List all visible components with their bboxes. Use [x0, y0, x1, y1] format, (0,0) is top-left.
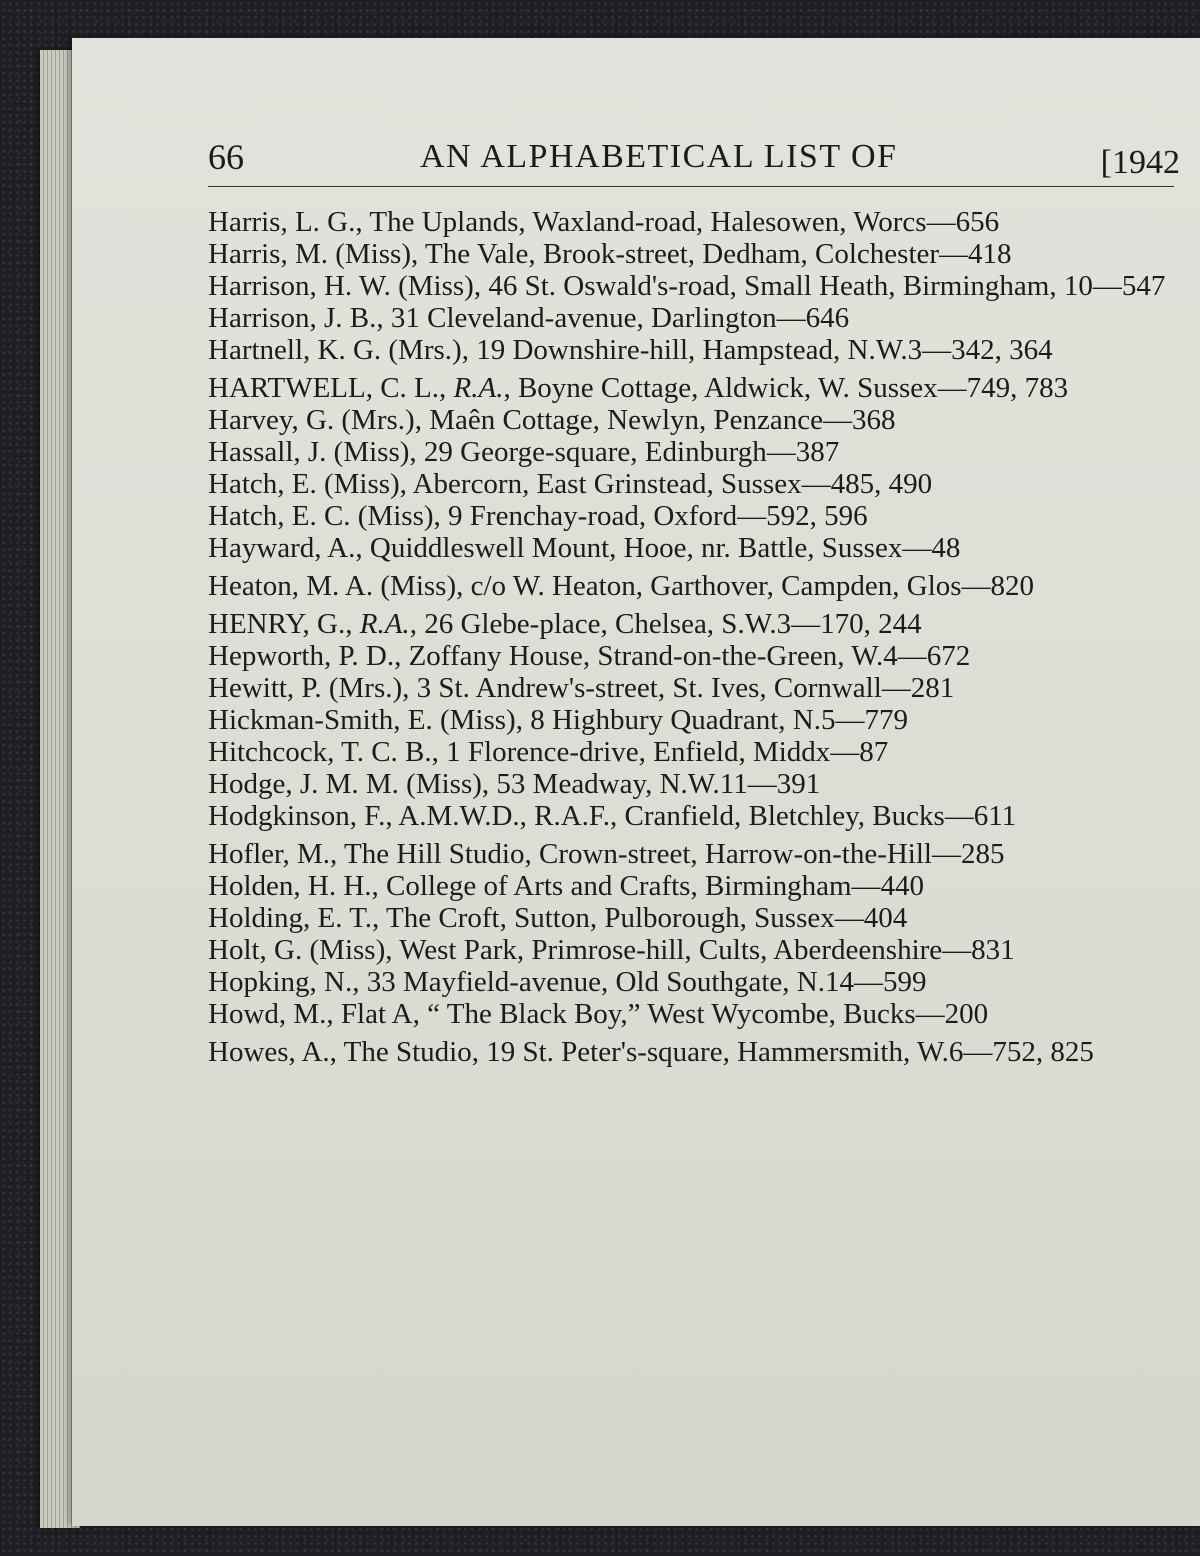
header-rule: [208, 186, 1174, 187]
entry-address: The Vale, Brook-street, Dedham, Colchester—418: [424, 238, 1012, 270]
entry-address: 46 St. Oswald's-road, Small Heath, Birmingham, 10—547: [488, 270, 1166, 302]
entry-name: Hewitt, P. (Mrs.),: [208, 672, 410, 704]
entry-name: Howd, M.,: [208, 998, 334, 1030]
entry-name: Hodgkinson, F.,: [208, 800, 393, 832]
entry-address: Zoffany House, Strand-on-the-Green, W.4—672: [408, 640, 971, 672]
list-item: [208, 436, 1174, 468]
entry-address: 9 Frenchay-road, Oxford—592, 596: [448, 500, 868, 532]
entry-honour: R.A.: [359, 608, 410, 640]
entry-name: HENRY, G.,: [208, 608, 353, 640]
list-item: [208, 608, 1174, 640]
page-title: AN ALPHABETICAL LIST OF: [420, 138, 898, 175]
list-item: [208, 704, 1174, 736]
list-item: [208, 334, 1174, 366]
entry-name: Hitchcock, T. C. B.,: [208, 736, 439, 768]
list-item: [208, 302, 1174, 334]
entry-name: Harris, M. (Miss),: [208, 238, 419, 270]
entry-address: A.M.W.D., R.A.F., Cranfield, Bletchley, Bucks—611: [398, 800, 1017, 832]
year-marker: [1942: [1100, 144, 1180, 181]
entry-name: Hartnell, K. G. (Mrs.),: [208, 334, 469, 366]
entry-name: Hofler, M.,: [208, 838, 338, 870]
entry-address: 53 Meadway, N.W.11—391: [496, 768, 821, 800]
list-item: [208, 966, 1174, 998]
list-item: [208, 934, 1174, 966]
entry-address: Flat A, “ The Black Boy,” West Wycombe, Bucks—200: [340, 998, 989, 1030]
entry-address: Quiddleswell Mount, Hooe, nr. Battle, Sussex—48: [369, 532, 961, 564]
list-item: [208, 404, 1174, 436]
entry-name: Hatch, E. (Miss),: [208, 468, 407, 500]
list-item: [208, 800, 1174, 832]
list-item: [208, 998, 1174, 1030]
entry-name: Hodge, J. M. M. (Miss),: [208, 768, 490, 800]
entry-name: Harris, L. G.,: [208, 206, 363, 238]
entry-address: The Hill Studio, Crown-street, Harrow-on-the-Hill—285: [344, 838, 1005, 870]
entry-address: The Studio, 19 St. Peter's-square, Hammersmith, W.6—752, 825: [343, 1036, 1094, 1068]
list-item: [208, 206, 1174, 238]
list-item: [208, 640, 1174, 672]
entry-address: 19 Downshire-hill, Hampstead, N.W.3—342, 364: [476, 334, 1053, 366]
entry-name: Hepworth, P. D.,: [208, 640, 402, 672]
entry-name: Hopking, N.,: [208, 966, 360, 998]
entry-address: The Uplands, Waxland-road, Halesowen, Worcs—656: [369, 206, 1000, 238]
entry-address: , Boyne Cottage, Aldwick, W. Sussex—749, 783: [503, 372, 1069, 404]
entry-name: HARTWELL, C. L.,: [208, 372, 447, 404]
entry-address: 1 Florence-drive, Enfield, Middx—87: [446, 736, 889, 768]
page-number: 66: [208, 137, 244, 177]
list-item: [208, 838, 1174, 870]
list-item: [208, 768, 1174, 800]
entry-honour: R.A.: [453, 372, 504, 404]
list-item: [208, 672, 1174, 704]
list-item: [208, 532, 1174, 564]
list-item: [208, 468, 1174, 500]
entry-list: [208, 206, 1174, 1068]
list-item: [208, 870, 1174, 902]
list-item: [208, 570, 1174, 602]
entry-name: Holt, G. (Miss),: [208, 934, 393, 966]
entry-name: Hassall, J. (Miss),: [208, 436, 417, 468]
entry-address: c/o W. Heaton, Garthover, Campden, Glos—820: [470, 570, 1035, 602]
entry-name: Harvey, G. (Mrs.),: [208, 404, 422, 436]
list-item: [208, 372, 1174, 404]
entry-address: 3 St. Andrew's-street, St. Ives, Cornwall—281: [416, 672, 955, 704]
entry-address: , 26 Glebe-place, Chelsea, S.W.3—170, 244: [409, 608, 922, 640]
entry-address: Maên Cottage, Newlyn, Penzance—368: [429, 404, 896, 436]
entry-address: 29 George-square, Edinburgh—387: [423, 436, 840, 468]
entry-address: 31 Cleveland-avenue, Darlington—646: [390, 302, 850, 334]
list-item: [208, 1036, 1174, 1068]
entry-name: Holding, E. T.,: [208, 902, 380, 934]
entry-name: Heaton, M. A. (Miss),: [208, 570, 464, 602]
list-item: [208, 238, 1174, 270]
entry-name: Harrison, H. W. (Miss),: [208, 270, 482, 302]
entry-name: Howes, A.,: [208, 1036, 337, 1068]
entry-address: 33 Mayfield-avenue, Old Southgate, N.14—599: [366, 966, 927, 998]
entry-address: Abercorn, East Grinstead, Sussex—485, 490: [412, 468, 933, 500]
entry-name: Hatch, E. C. (Miss),: [208, 500, 441, 532]
entry-address: 8 Highbury Quadrant, N.5—779: [530, 704, 908, 736]
entry-name: Hickman-Smith, E. (Miss),: [208, 704, 523, 736]
entry-address: College of Arts and Crafts, Birmingham—440: [386, 870, 925, 902]
list-item: [208, 736, 1174, 768]
list-item: [208, 270, 1174, 302]
list-item: [208, 500, 1174, 532]
entry-address: West Park, Primrose-hill, Cults, Aberdeenshire—831: [399, 934, 1015, 966]
entry-name: Hayward, A.,: [208, 532, 363, 564]
running-header: [208, 130, 1180, 186]
entry-name: Holden, H. H.,: [208, 870, 379, 902]
entry-address: The Croft, Sutton, Pulborough, Sussex—404: [386, 902, 908, 934]
list-item: [208, 902, 1174, 934]
entry-name: Harrison, J. B.,: [208, 302, 384, 334]
